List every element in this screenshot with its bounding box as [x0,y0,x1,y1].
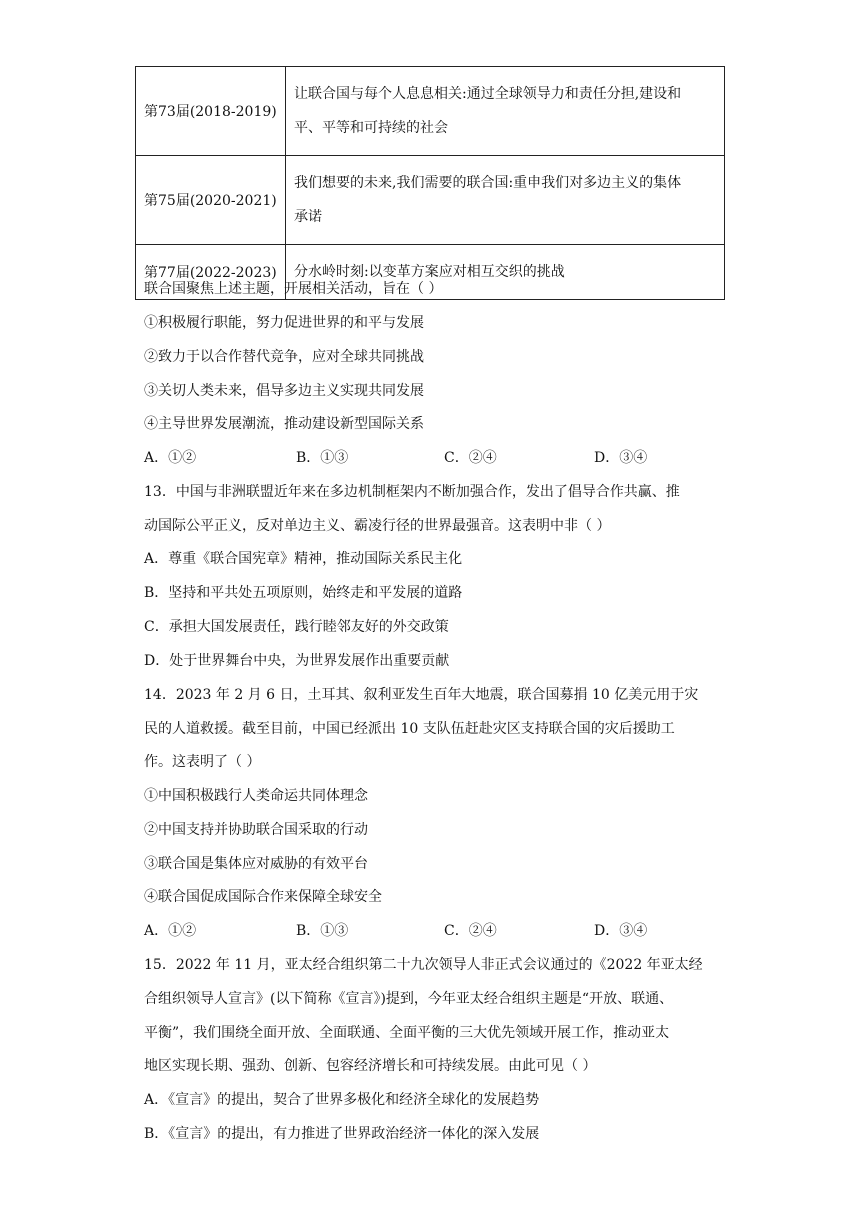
q13-option-a: A．尊重《联合国宪章》精神，推动国际关系民主化 [144,551,463,567]
theme-line: 让联合国与每个人息息相关:通过全球领导力和责任分担,建设和 [294,86,682,102]
q12-item-2: ②致力于以合作替代竞争，应对全球共同挑战 [144,349,424,365]
option-c: C．②④ [444,450,497,466]
option-a: A．①② [144,450,197,466]
q12-item-4: ④主导世界发展潮流，推动建设新型国际关系 [144,416,424,432]
q14-stem-line-3: 作。这表明了（ ） [144,754,261,770]
option-d: D．③④ [594,450,648,466]
q13-option-b: B．坚持和平共处五项原则，始终走和平发展的道路 [144,585,463,601]
session-cell: 第73届(2018-2019) [136,67,286,156]
q12-item-3: ③关切人类未来，倡导多边主义实现共同发展 [144,383,424,399]
theme-line: 平、平等和可持续的社会 [294,120,448,136]
q14-item-2: ②中国支持并协助联合国采取的行动 [144,822,368,838]
theme-cell [286,67,725,156]
q12-item-1: ①积极履行职能，努力促进世界的和平与发展 [144,315,424,331]
q15-stem-line-3: 平衡”，我们围绕全面开放、全面联通、全面平衡的三大优先领域开展工作，推动亚太 [144,1025,670,1041]
session-cell: 第75届(2020-2021) [136,156,286,245]
q14-stem-line-1: 14．2023 年 2 月 6 日，土耳其、叙利亚发生百年大地震，联合国募捐 10 亿美元用于灾 [144,687,699,703]
table-row [136,67,725,156]
theme-line: 我们想要的未来,我们需要的联合国:重申我们对多边主义的集体 [294,175,682,191]
q15-stem-line-2: 合组织领导人宣言》(以下简称《宣言》)提到，今年亚太经合组织主题是“开放、联通、 [144,991,674,1007]
table-row [136,156,725,245]
theme-cell [286,156,725,245]
q13-stem-line-2: 动国际公平正义，反对单边主义、霸凌行径的世界最强音。这表明中非（ ） [144,518,611,534]
option-d: D．③④ [594,923,648,939]
un-themes-table [135,66,725,300]
q15-stem-line-4: 地区实现长期、强劲、创新、包容经济增长和可持续发展。由此可见（ ） [144,1058,597,1074]
q14-stem-line-2: 民的人道救援。截至目前，中国已经派出 10 支队伍赶赴灾区支持联合国的灾后援助工 [144,721,675,737]
option-b: B．①③ [296,923,349,939]
theme-line: 分水岭时刻:以变革方案应对相互交织的挑战 [294,264,565,280]
option-c: C．②④ [444,923,497,939]
q14-item-4: ④联合国促成国际合作来保障全球安全 [144,889,382,905]
q13-option-c: C．承担大国发展责任，践行睦邻友好的外交政策 [144,619,449,635]
q13-stem-line-1: 13．中国与非洲联盟近年来在多边机制框架内不断加强合作，发出了倡导合作共赢、推 [144,484,680,500]
q12-stem: 联合国聚焦上述主题，开展相关活动，旨在（ ） [144,281,443,297]
option-a: A．①② [144,923,197,939]
session-cell: 第77届(2022-2023) [136,245,286,300]
q15-option-a: A．《宣言》的提出，契合了世界多极化和经济全球化的发展趋势 [144,1092,540,1108]
theme-line: 承诺 [294,209,322,225]
q14-item-1: ①中国积极践行人类命运共同体理念 [144,788,368,804]
q13-option-d: D．处于世界舞台中央，为世界发展作出重要贡献 [144,653,450,669]
q15-stem-line-1: 15．2022 年 11 月，亚太经合组织第二十九次领导人非正式会议通过的《2022 年亚太经 [144,957,703,973]
q14-item-3: ③联合国是集体应对威胁的有效平台 [144,856,368,872]
q15-option-b: B．《宣言》的提出，有力推进了世界政治经济一体化的深入发展 [144,1126,540,1142]
option-b: B．①③ [296,450,349,466]
